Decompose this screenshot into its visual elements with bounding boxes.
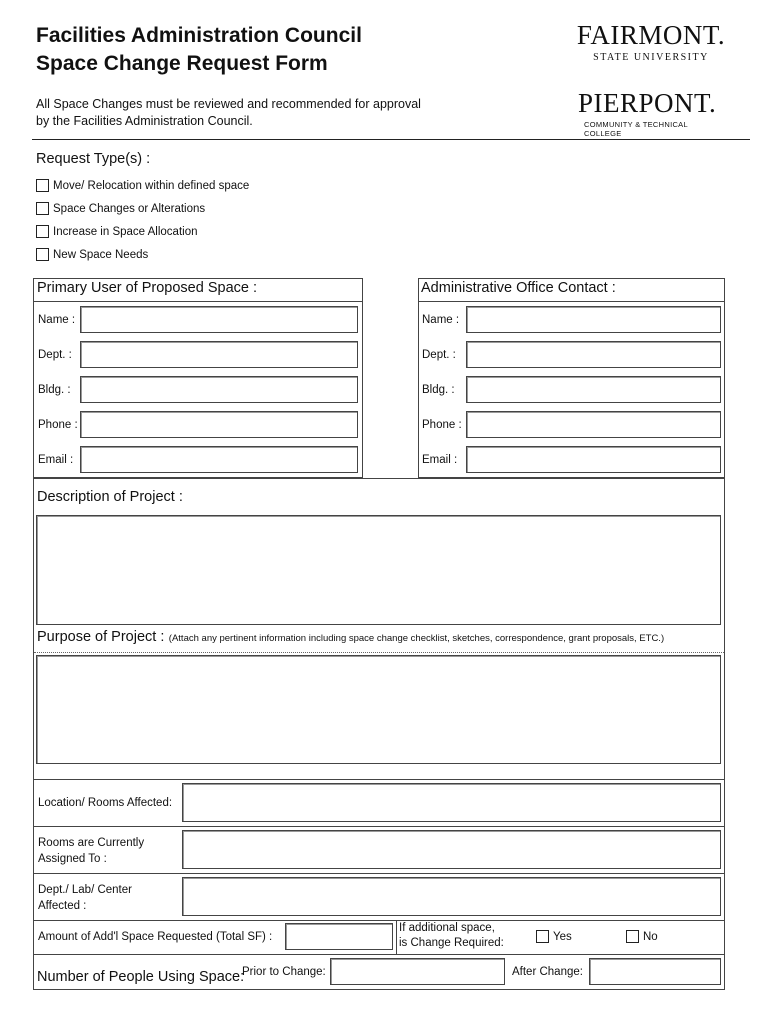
purpose-dotted-divider [34, 652, 724, 653]
change-required-no[interactable] [626, 930, 658, 943]
subtitle-line-2: by the Facilities Administration Council. [36, 114, 253, 128]
fairmont-logo [576, 20, 726, 63]
request-option-label: Space Changes or Alterations [53, 202, 206, 215]
admin-contact-divider [418, 301, 725, 302]
checkbox[interactable] [36, 225, 49, 238]
description-textarea[interactable] [36, 515, 721, 625]
after-change-label: After Change: [512, 966, 583, 978]
location-divider [33, 779, 725, 780]
primary-phone-input[interactable] [80, 411, 358, 438]
checkbox[interactable] [626, 930, 639, 943]
change-required-yes[interactable] [536, 930, 572, 943]
admin-phone-input[interactable] [466, 411, 721, 438]
location-input[interactable] [182, 783, 721, 822]
change-required-question [399, 921, 504, 951]
question-line-1: If additional space, [399, 922, 495, 934]
amount-label: Amount of Add'l Space Requested (Total SF) : [38, 931, 273, 943]
amount-question-divider [396, 920, 397, 954]
form-title [36, 22, 362, 78]
request-option-label: New Space Needs [53, 248, 149, 261]
dept-affected-label [38, 882, 132, 914]
purpose-heading: Purpose of Project : [37, 629, 165, 645]
people-label: Number of People Using Space: [37, 969, 245, 985]
purpose-heading-row [37, 628, 664, 646]
pierpont-logo [578, 88, 726, 138]
checkbox[interactable] [36, 179, 49, 192]
request-option-label: Increase in Space Allocation [53, 225, 198, 238]
request-option-increase[interactable] [36, 225, 197, 238]
purpose-textarea[interactable] [36, 655, 721, 764]
assigned-label [38, 835, 144, 867]
primary-user-heading: Primary User of Proposed Space : [37, 280, 258, 296]
request-option-move[interactable] [36, 179, 249, 192]
assigned-divider [33, 826, 725, 827]
dept-affected-label-line-1: Dept./ Lab/ Center [38, 884, 132, 896]
primary-name-input[interactable] [80, 306, 358, 333]
checkbox[interactable] [536, 930, 549, 943]
primary-email-label: Email : [38, 454, 74, 466]
title-line-2: Space Change Request Form [36, 52, 328, 75]
amount-input[interactable] [285, 923, 393, 950]
header-divider [32, 139, 750, 140]
request-option-label: Move/ Relocation within defined space [53, 179, 250, 192]
prior-change-label: Prior to Change: [242, 966, 326, 978]
admin-phone-label: Phone : [422, 419, 462, 431]
subtitle-line-1: All Space Changes must be reviewed and recommended for approval [36, 97, 421, 111]
dept-affected-label-line-2: Affected : [38, 900, 87, 912]
admin-name-label: Name : [422, 314, 460, 326]
primary-email-input[interactable] [80, 446, 358, 473]
pierpont-name: PIERPONT. [578, 88, 717, 118]
fairmont-name: FAIRMONT. [576, 20, 726, 50]
pierpont-sub: COMMUNITY & TECHNICAL COLLEGE [584, 120, 688, 138]
assigned-input[interactable] [182, 830, 721, 869]
admin-dept-input[interactable] [466, 341, 721, 368]
request-option-new[interactable] [36, 248, 148, 261]
dept-affected-input[interactable] [182, 877, 721, 916]
admin-name-input[interactable] [466, 306, 721, 333]
purpose-note: (Attach any pertinent information including space change checklist, sketches, correspondence, grant proposals, ETC.) [168, 633, 665, 644]
description-heading: Description of Project : [37, 489, 183, 505]
after-change-input[interactable] [589, 958, 721, 985]
people-divider [33, 954, 725, 955]
admin-email-label: Email : [422, 454, 458, 466]
yes-label: Yes [553, 930, 572, 943]
admin-email-input[interactable] [466, 446, 721, 473]
assigned-label-line-2: Assigned To : [38, 853, 107, 865]
primary-phone-label: Phone : [38, 419, 78, 431]
checkbox[interactable] [36, 248, 49, 261]
location-label: Location/ Rooms Affected: [38, 797, 173, 809]
title-line-1: Facilities Administration Council [36, 24, 362, 47]
assigned-label-line-1: Rooms are Currently [38, 837, 145, 849]
admin-bldg-input[interactable] [466, 376, 721, 403]
amount-divider [33, 920, 725, 921]
prior-change-input[interactable] [330, 958, 505, 985]
no-label: No [643, 930, 658, 943]
admin-contact-heading: Administrative Office Contact : [421, 280, 616, 296]
fairmont-sub: STATE UNIVERSITY [593, 52, 709, 63]
checkbox[interactable] [36, 202, 49, 215]
primary-bldg-input[interactable] [80, 376, 358, 403]
admin-bldg-label: Bldg. : [422, 384, 455, 396]
primary-name-label: Name : [38, 314, 76, 326]
form-subtitle [36, 96, 476, 130]
dept-affected-divider [33, 873, 725, 874]
question-line-2: is Change Required: [399, 937, 504, 949]
primary-user-divider [33, 301, 363, 302]
request-types-label: Request Type(s) : [36, 151, 151, 167]
primary-bldg-label: Bldg. : [38, 384, 71, 396]
admin-dept-label: Dept. : [422, 349, 456, 361]
primary-dept-label: Dept. : [38, 349, 72, 361]
request-option-alterations[interactable] [36, 202, 205, 215]
primary-dept-input[interactable] [80, 341, 358, 368]
